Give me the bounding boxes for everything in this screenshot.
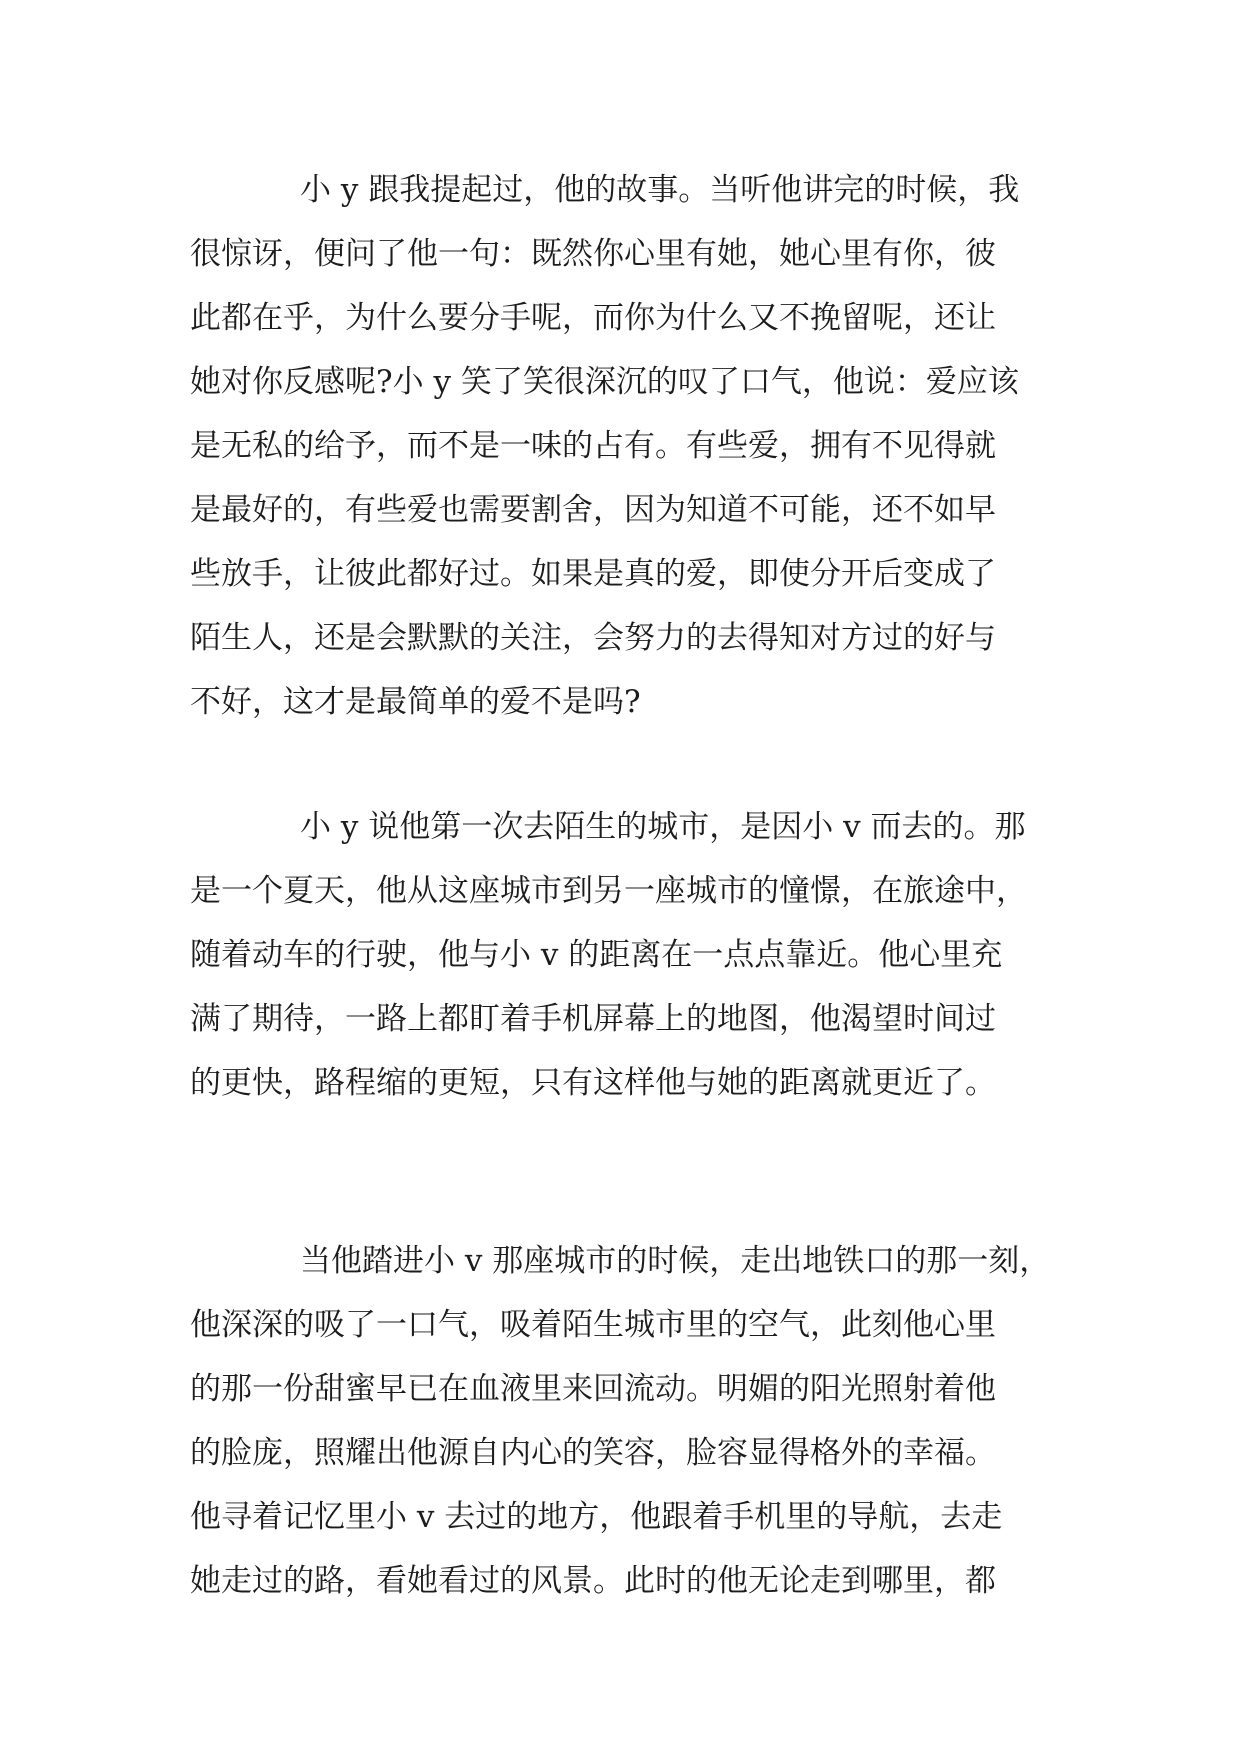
text-line: 的更快，路程缩的更短，只有这样他与她的距离就更近了。 — [190, 1065, 996, 1101]
text-line: 不好，这才是最简单的爱不是吗? — [190, 684, 641, 720]
text-line: 陌生人，还是会默默的关注，会努力的去得知对方过的好与 — [190, 620, 996, 656]
text-line: 是无私的给予，而不是一味的占有。有些爱，拥有不见得就 — [190, 428, 996, 464]
text-line: 当他踏进小 v 那座城市的时候，走出地铁口的那一刻， — [300, 1243, 1051, 1279]
paragraph-3 — [190, 1229, 1060, 1613]
paragraph-1 — [190, 158, 1060, 734]
text-line: 的脸庞，照耀出他源自内心的笑容，脸容显得格外的幸福。 — [190, 1435, 996, 1471]
text-line: 很惊讶，便问了他一句：既然你心里有她，她心里有你，彼 — [190, 236, 996, 272]
text-line: 随着动车的行驶，他与小 v 的距离在一点点靠近。他心里充 — [190, 937, 1003, 973]
text-line: 的那一份甜蜜早已在血液里来回流动。明媚的阳光照射着他 — [190, 1371, 996, 1407]
text-line: 他寻着记忆里小 v 去过的地方，他跟着手机里的导航，去走 — [190, 1499, 1003, 1535]
paragraph-2 — [190, 795, 1060, 1115]
text-line: 满了期待，一路上都盯着手机屏幕上的地图，他渴望时间过 — [190, 1001, 996, 1037]
text-line: 她走过的路，看她看过的风景。此时的他无论走到哪里，都 — [190, 1563, 996, 1599]
text-line: 他深深的吸了一口气，吸着陌生城市里的空气，此刻他心里 — [190, 1307, 996, 1343]
text-line: 是一个夏天，他从这座城市到另一座城市的憧憬，在旅途中， — [190, 873, 1027, 909]
text-line: 小 y 说他第一次去陌生的城市，是因小 v 而去的。那 — [300, 809, 1026, 845]
text-line: 她对你反感呢?小 y 笑了笑很深沉的叹了口气，他说：爱应该 — [190, 364, 1019, 400]
text-line: 是最好的，有些爱也需要割舍，因为知道不可能，还不如早 — [190, 492, 996, 528]
text-line: 些放手，让彼此都好过。如果是真的爱，即使分开后变成了 — [190, 556, 996, 592]
text-line: 此都在乎，为什么要分手呢，而你为什么又不挽留呢，还让 — [190, 300, 996, 336]
text-line: 小 y 跟我提起过，他的故事。当听他讲完的时候，我 — [300, 172, 1020, 208]
